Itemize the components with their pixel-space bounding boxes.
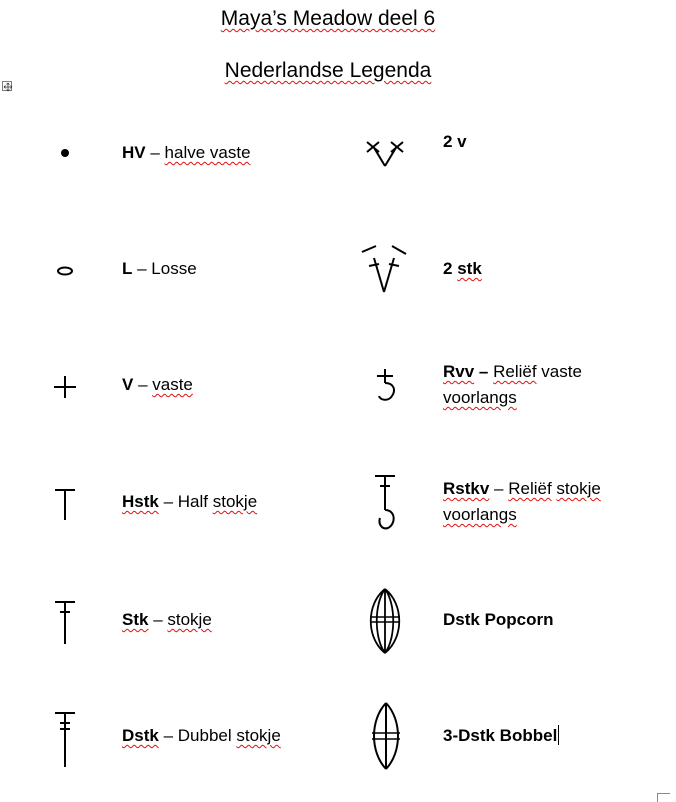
sc-increase-icon xyxy=(363,138,407,170)
double-crochet-icon xyxy=(52,598,78,646)
slip-stitch-icon xyxy=(55,143,75,163)
legend-item-dstk: Dstk – Dubbel stokje xyxy=(122,726,281,745)
legend-item-bobble: 3-Dstk Bobbel xyxy=(443,726,558,745)
legend-item-2v: 2 v xyxy=(443,132,467,151)
legend-item-popcorn: Dstk Popcorn xyxy=(443,610,554,629)
legend-item-l: L – Losse xyxy=(122,259,197,278)
legend-item-2stk: 2 stk xyxy=(443,259,482,278)
chain-icon xyxy=(53,262,77,280)
document-title: Maya’s Meadow deel 6 xyxy=(220,7,436,30)
legend-item-rvv: Rvv – Reliëf vaste voorlangs xyxy=(443,362,582,407)
legend-item-stk: Stk – stokje xyxy=(122,610,212,629)
document-subtitle: Nederlandse Legenda xyxy=(224,59,432,82)
single-crochet-icon xyxy=(52,374,78,400)
legend-item-v: V – vaste xyxy=(122,375,193,394)
popcorn-icon xyxy=(364,586,406,656)
treble-crochet-icon xyxy=(52,709,78,769)
text-cursor xyxy=(558,725,559,745)
dc-increase-icon xyxy=(360,242,412,294)
bobble-icon xyxy=(366,700,406,772)
legend-item-rstkv: Rstkv – Reliëf stokje voorlangs xyxy=(443,479,601,524)
front-post-dc-icon xyxy=(372,472,398,534)
table-move-handle-icon[interactable] xyxy=(2,81,12,91)
legend-item-hv: HV – halve vaste xyxy=(122,143,251,162)
half-double-crochet-icon xyxy=(52,486,78,522)
legend-item-hstk: Hstk – Half stokje xyxy=(122,492,258,511)
front-post-sc-icon xyxy=(372,366,398,406)
